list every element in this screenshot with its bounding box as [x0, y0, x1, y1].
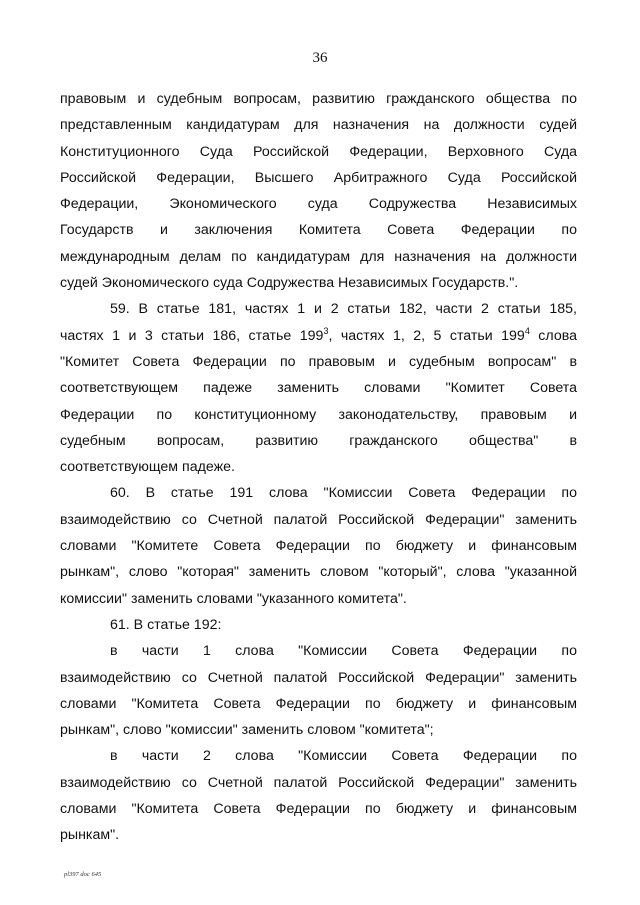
text-line: судей Экономического суда Содружества Независимых Государств.".	[60, 275, 519, 292]
superscript: 3	[323, 325, 329, 336]
text-line: представленным кандидатурам для назначения на должности судей	[60, 117, 577, 134]
text-line: Государств и заключения Комитета Совета Федерации по	[60, 222, 577, 239]
text-line: в части 2 слова "Комиссии Совета Федерации по	[110, 748, 577, 765]
text-line: Конституционного Суда Российской Федерации, Верховного Суда	[60, 143, 577, 160]
text-line: в части 1 слова "Комиссии Совета Федерации по	[110, 643, 577, 660]
paragraph-61	[60, 612, 577, 638]
text-line: соответствующем падеже.	[60, 459, 235, 476]
page-number: 36	[312, 50, 328, 66]
text-line: 59. В статье 181, частях 1 и 2 статьи 182, части 2 статьи 185,	[110, 301, 577, 318]
text-line: взаимодействию со Счетной палатой Российской Федерации" заменить	[60, 511, 577, 528]
text-line: рынкам", слово "комиссии" заменить словом "комитета";	[60, 722, 434, 739]
text-line: взаимодействию со Счетной палатой Российской Федерации" заменить	[60, 669, 577, 686]
text-line: словами "Комитете Совета Федерации по бюджету и финансовым	[60, 538, 577, 555]
text-line: "Комитет Совета Федерации по правовым и судебным вопросам" в	[60, 353, 577, 370]
text-line: судебным вопросам, развитию гражданского общества" в	[60, 432, 577, 449]
paragraph-59	[60, 296, 577, 480]
paragraph-61-part-2	[60, 743, 577, 848]
text-line	[60, 323, 577, 349]
superscript: 4	[524, 325, 530, 336]
text-line: словами "Комитета Совета Федерации по бюджету и финансовым	[60, 801, 577, 818]
text-fragment: слова	[529, 327, 577, 344]
text-fragment: частях 1 и 3 статьи 186, статье 199	[60, 327, 324, 344]
paragraph-61-part-1	[60, 638, 577, 743]
text-line: 60. В статье 191 слова "Комиссии Совета Федерации по	[110, 485, 577, 502]
text-line: словами "Комитета Совета Федерации по бюджету и финансовым	[60, 695, 577, 712]
text-line: рынкам", слово "которая" заменить словом "который", слова "указанной	[60, 564, 577, 581]
text-line: правовым и судебным вопросам, развитию гражданского общества по	[60, 91, 577, 107]
text-line: рынкам".	[60, 827, 120, 844]
text-line: Федерации, Экономического суда Содружества Независимых	[60, 196, 577, 213]
document-body	[60, 86, 577, 849]
text-line: комиссии" заменить словами "указанного комитета".	[60, 590, 407, 607]
text-line: 61. В статье 192:	[110, 616, 222, 633]
footer-file-code: pl397 doc 645	[64, 871, 102, 878]
text-line: Российской Федерации, Высшего Арбитражного Суда Российской	[60, 169, 577, 186]
text-fragment: , частях 1, 2, 5 статьи 199	[328, 327, 525, 344]
text-line: соответствующем падеже заменить словами "Комитет Совета	[60, 380, 577, 397]
paragraph-continuation	[60, 86, 577, 296]
text-line: международным делам по кандидатурам для назначения на должности	[60, 248, 577, 265]
paragraph-60	[60, 480, 577, 611]
text-line: взаимодействию со Счетной палатой Российской Федерации" заменить	[60, 774, 577, 791]
text-line: Федерации по конституционному законодательству, правовым и	[60, 406, 577, 423]
